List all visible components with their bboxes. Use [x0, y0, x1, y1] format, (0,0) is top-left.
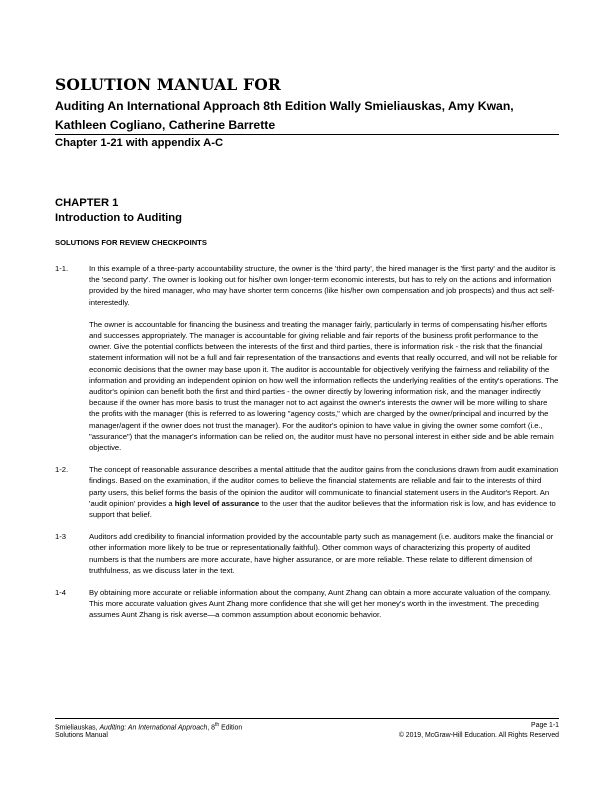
section-heading: SOLUTIONS FOR REVIEW CHECKPOINTS: [55, 238, 207, 247]
title-divider: [55, 134, 559, 135]
checkpoint-body: [89, 263, 559, 453]
checkpoint-1-4: [55, 587, 559, 621]
footer-copyright: © 2019, McGraw-Hill Education. All Rights Reserved: [398, 732, 559, 739]
checkpoint-text: to the user that the auditor believes that the information risk is low, and has evidence to support that belief.: [89, 498, 556, 520]
checkpoint-number: 1-3: [55, 532, 67, 542]
footer-book-title: Auditing: An International Approach: [99, 724, 208, 732]
review-checkpoints: [55, 263, 559, 632]
checkpoint-1-2: [55, 464, 559, 520]
checkpoint-number: 1-4: [55, 588, 67, 598]
checkpoint-body: [89, 464, 559, 520]
footer-divider: [55, 718, 559, 719]
checkpoint-text: The concept of reasonable assurance describes a mental attitude that the auditor gains from the conclusions drawn from audit examination findings. Based on the examination, if the auditor comes to believe the financial statements are reliable and fair to the interests of third party users, this belief forms the basis of the opinion the auditor will communicate to financial statement users in the Auditor's Report. An 'audit opinion' provides a: [89, 465, 559, 508]
checkpoint-1-3: [55, 531, 559, 576]
chapters-note: Chapter 1-21 with appendix A-C: [55, 137, 224, 149]
chapter-number: CHAPTER 1: [55, 197, 119, 209]
footer-page-number: Page 1-1: [531, 722, 559, 729]
checkpoint-text: By obtaining more accurate or reliable information about the company, Aunt Zhang can obtain a more accurate valuation of the company. This more accurate valuation gives Aunt Zhang more confidence that she will get her money’s worth in the investment. The preceding assumes Aunt Zhang is risk averse—a common assumption about economic behavior.: [89, 588, 551, 620]
footer-manual: Solutions Manual: [55, 732, 108, 739]
footer-author: Smieliauskas,: [55, 724, 100, 732]
checkpoint-number: 1-1.: [55, 264, 69, 273]
checkpoint-paragraph: The owner is accountable for financing the business and treating the manager fairly, particularly in terms of compensating his/her efforts and successes appropriately. The manager is accountable for giving reliable and fair reports of the business profit performance to the owner. Give the potential conflicts between the interests of the first and third parties, there is information risk - the risk that the financial statement information will not be a full and fair representation of the transactions and events that really occurred, and will not be reliable for economic decisions that the owner may base upon it. The auditor is accountable for objectively verifying the fairness and reliability of the information and providing an independent opinion on how well the information reflects the underlying realities of the entity's operations. The auditor's opinion can benefit both the first and third parties - the owner directly by lowering information risk, and the manager indirectly because if the owner has more basis to trust the manager not to act against the owner's interests the owner will be more willing to share the profits with the manager (this is referred to as lowering "agency costs," which are charged by the owner/principal and incurred by the manager/agent if the owner does not trust the manager). For the auditor's opinion to have value in giving the owner some comfort (i.e., "assurance") that the manager's information can be relied on, the auditor must have no personal interest in either side and be able remain objective.: [89, 319, 559, 453]
emphasis-text: high level of assurance: [174, 498, 260, 508]
checkpoint-number: 1-2.: [55, 465, 69, 475]
footer-edition-suffix: Edition: [219, 724, 243, 732]
checkpoint-text: Auditors add credibility to financial information provided by the accountable party such as management (i.e. auditors make the financial or other information more likely to be true or representationally faithful). Other common ways of characterizing this property of audited numbers is that the numbers are more accurate, have higher assurance, or are more reliable. These relate to different dimension of truthfulness, as we discuss later in the text.: [89, 532, 554, 575]
checkpoint-1-1: [55, 263, 559, 453]
checkpoint-paragraph: In this example of a three-party accountability structure, the owner is the 'third party', the hired manager is the 'first party' and the auditor is the 'second party'. The owner is looking out for his/her own longer-term economic interests, but has to rely on the actions and information provided by the hired manager, who may have shorter term concerns (like his/her own compensation and job prospects) and thus act self-interestedly.: [89, 264, 556, 307]
book-subtitle: Auditing An International Approach 8th Edition Wally Smieliauskas, Amy Kwan, Kathleen Cogliano, Catherine Barrette: [55, 99, 514, 132]
main-title: SOLUTION MANUAL FOR: [55, 75, 282, 94]
footer-edition-sup: th: [215, 722, 220, 728]
footer-edition: , 8: [207, 724, 216, 732]
chapter-title: Introduction to Auditing: [55, 212, 182, 224]
